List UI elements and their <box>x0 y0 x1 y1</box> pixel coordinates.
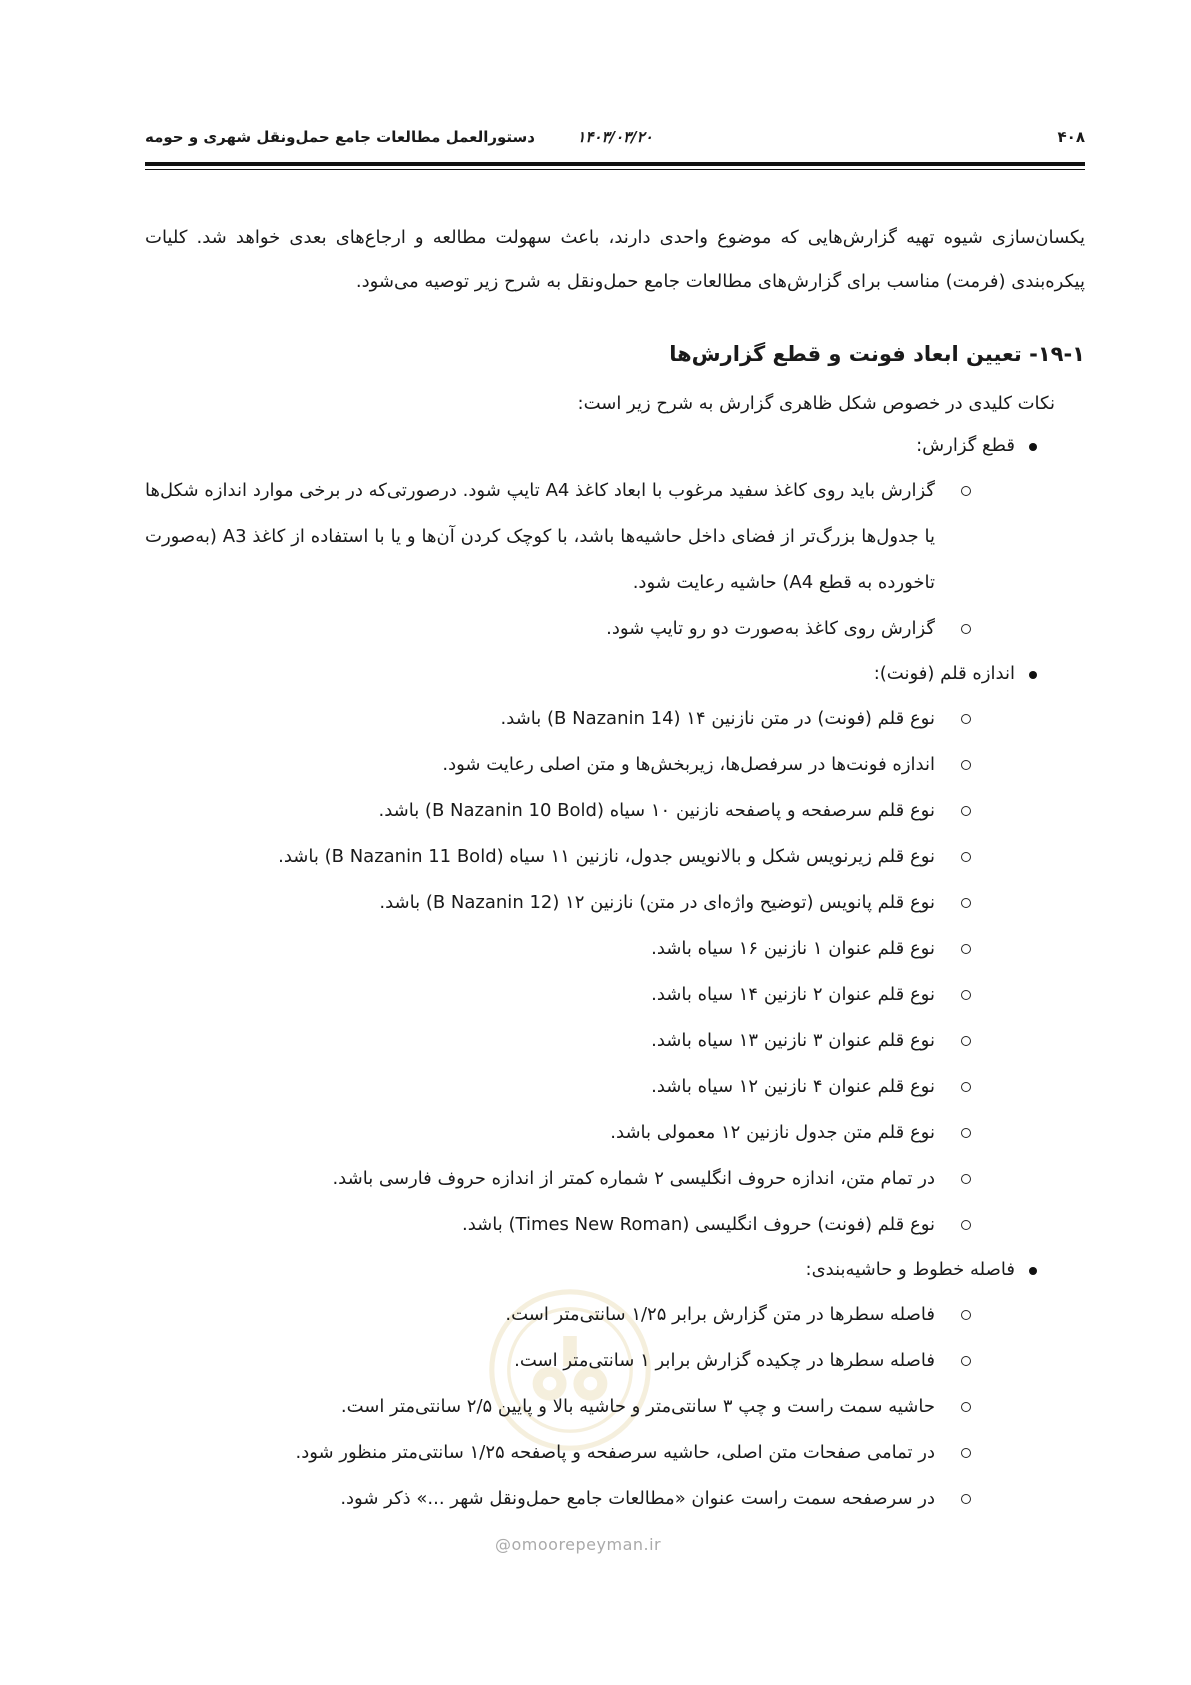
bullet-item-paper-size <box>145 424 1085 468</box>
watermark-site: @omoorepeyman.ir <box>495 1535 662 1554</box>
header-page-number: ۴۰۸ <box>1057 128 1085 146</box>
sublist-spacing-margins <box>145 1292 1085 1522</box>
bullet-item-font-size <box>145 652 1085 696</box>
circle-bullet-icon <box>961 990 971 1000</box>
circle-bullet-icon <box>961 486 971 496</box>
sub-item <box>145 1338 1085 1384</box>
bullet-list <box>145 424 1085 1522</box>
sub-item <box>145 926 1085 972</box>
circle-bullet-icon <box>961 1448 971 1458</box>
bullet-label: فاصله خطوط و حاشیه‌بندی: <box>805 1259 1015 1280</box>
sub-item <box>145 742 1085 788</box>
intro-paragraph <box>145 216 1085 304</box>
sub-item-text: نوع قلم عنوان ۳ نازنین ۱۳ سیاه باشد. <box>651 1030 935 1051</box>
sub-item-text: اندازه فونت‌ها در سرفصل‌ها، زیربخش‌ها و متن اصلی رعایت شود. <box>442 754 935 775</box>
section-lead: نکات کلیدی در خصوص شکل ظاهری گزارش به شرح زیر است: <box>577 393 1055 414</box>
running-header <box>145 128 1085 150</box>
sub-item <box>145 1202 1085 1248</box>
sub-item <box>145 1110 1085 1156</box>
sub-item <box>145 696 1085 742</box>
circle-bullet-icon <box>961 1310 971 1320</box>
header-date: ۱۴۰۳/۰۳/۲۰ <box>577 128 653 146</box>
circle-bullet-icon <box>961 624 971 634</box>
sub-item-text: در تمامی صفحات متن اصلی، حاشیه سرصفحه و پاصفحه ۱/۲۵ سانتی‌متر منظور شود. <box>295 1442 935 1463</box>
sub-item <box>145 606 1085 652</box>
circle-bullet-icon <box>961 1036 971 1046</box>
header-title: دستورالعمل مطالعات جامع حمل‌ونقل شهری و حومه <box>145 128 535 146</box>
sub-item <box>145 880 1085 926</box>
header-rule-thin <box>145 169 1085 170</box>
intro-sentence-1: یکسان‌سازی شیوه تهیه گزارش‌هایی که موضوع واحدی دارند، باعث سهولت مطالعه و ارجاع‌های بعدی خواهد شد. <box>196 227 1085 248</box>
circle-bullet-icon <box>961 1128 971 1138</box>
circle-bullet-icon <box>961 944 971 954</box>
sub-item-text: فاصله سطرها در چکیده گزارش برابر ۱ سانتی‌متر است. <box>514 1350 935 1371</box>
sub-item <box>145 788 1085 834</box>
sub-item-text: گزارش باید روی کاغذ سفید مرغوب با ابعاد کاغذ A4 تایپ شود. درصورتی‌که در برخی موارد اندازه شکل‌ها یا جدول‌ها بزرگ‌تر از فضای داخل حاشیه‌ها باشد، با کوچک کردن آن‌ها و یا با استفاده از کاغذ A3 (به‌صورت تاخورده به قطع A4) حاشیه رعایت شود. <box>145 480 935 593</box>
main-content <box>145 216 1085 1522</box>
sub-item-text: نوع قلم متن جدول نازنین ۱۲ معمولی باشد. <box>610 1122 935 1143</box>
sub-item <box>145 1018 1085 1064</box>
sub-item <box>145 972 1085 1018</box>
bullet-label: قطع گزارش: <box>916 435 1015 456</box>
sub-item <box>145 834 1085 880</box>
sub-item <box>145 1292 1085 1338</box>
circle-bullet-icon <box>961 806 971 816</box>
sub-item-text: نوع قلم عنوان ۴ نازنین ۱۲ سیاه باشد. <box>651 1076 935 1097</box>
circle-bullet-icon <box>961 760 971 770</box>
sub-item-text: حاشیه سمت راست و چپ ۳ سانتی‌متر و حاشیه بالا و پایین ۲/۵ سانتی‌متر است. <box>340 1396 935 1417</box>
circle-bullet-icon <box>961 1220 971 1230</box>
sublist-paper-size <box>145 468 1085 652</box>
sub-item <box>145 1064 1085 1110</box>
sub-item-text: در سرصفحه سمت راست عنوان «مطالعات جامع حمل‌ونقل شهر ...» ذکر شود. <box>340 1488 935 1509</box>
header-rule-thick <box>145 162 1085 166</box>
sub-item-text: نوع قلم (فونت) در متن نازنین ۱۴ (B Nazanin 14) باشد. <box>500 708 935 729</box>
bullet-dot-icon <box>1029 443 1037 451</box>
sub-item <box>145 1430 1085 1476</box>
sub-item-text: در تمام متن، اندازه حروف انگلیسی ۲ شماره کمتر از اندازه حروف فارسی باشد. <box>332 1168 935 1189</box>
bullet-label: اندازه قلم (فونت): <box>873 663 1015 684</box>
sub-item <box>145 468 1085 606</box>
sub-item <box>145 1384 1085 1430</box>
intro-sentence-2: کلیات پیکره‌بندی (فرمت) مناسب برای گزارش‌های مطالعات جامع حمل‌ونقل به شرح زیر توصیه می‌شود. <box>145 227 1085 292</box>
circle-bullet-icon <box>961 1402 971 1412</box>
circle-bullet-icon <box>961 714 971 724</box>
sub-item-text: نوع قلم پانویس (توضیح واژه‌ای در متن) نازنین ۱۲ (B Nazanin 12) باشد. <box>379 892 935 913</box>
sub-item-text: نوع قلم (فونت) حروف انگلیسی (Times New Roman) باشد. <box>462 1214 935 1235</box>
circle-bullet-icon <box>961 1356 971 1366</box>
sublist-font-size <box>145 696 1085 1248</box>
circle-bullet-icon <box>961 1494 971 1504</box>
sub-item <box>145 1476 1085 1522</box>
bullet-item-spacing-margins <box>145 1248 1085 1292</box>
sub-item-text: فاصله سطرها در متن گزارش برابر ۱/۲۵ سانتی‌متر است. <box>505 1304 935 1325</box>
circle-bullet-icon <box>961 1082 971 1092</box>
sub-item-text: نوع قلم زیرنویس شکل و بالانویس جدول، نازنین ۱۱ سیاه (B Nazanin 11 Bold) باشد. <box>278 846 935 867</box>
sub-item-text: نوع قلم عنوان ۱ نازنین ۱۶ سیاه باشد. <box>651 938 935 959</box>
section-heading: ۱۹-۱- تعیین ابعاد فونت و قطع گزارش‌ها <box>669 342 1085 366</box>
sub-item <box>145 1156 1085 1202</box>
sub-item-text: نوع قلم سرصفحه و پاصفحه نازنین ۱۰ سیاه (B Nazanin 10 Bold) باشد. <box>378 800 935 821</box>
sub-item-text: گزارش روی کاغذ به‌صورت دو رو تایپ شود. <box>606 618 935 639</box>
bullet-dot-icon <box>1029 671 1037 679</box>
circle-bullet-icon <box>961 1174 971 1184</box>
sub-item-text: نوع قلم عنوان ۲ نازنین ۱۴ سیاه باشد. <box>651 984 935 1005</box>
circle-bullet-icon <box>961 898 971 908</box>
bullet-dot-icon <box>1029 1267 1037 1275</box>
circle-bullet-icon <box>961 852 971 862</box>
